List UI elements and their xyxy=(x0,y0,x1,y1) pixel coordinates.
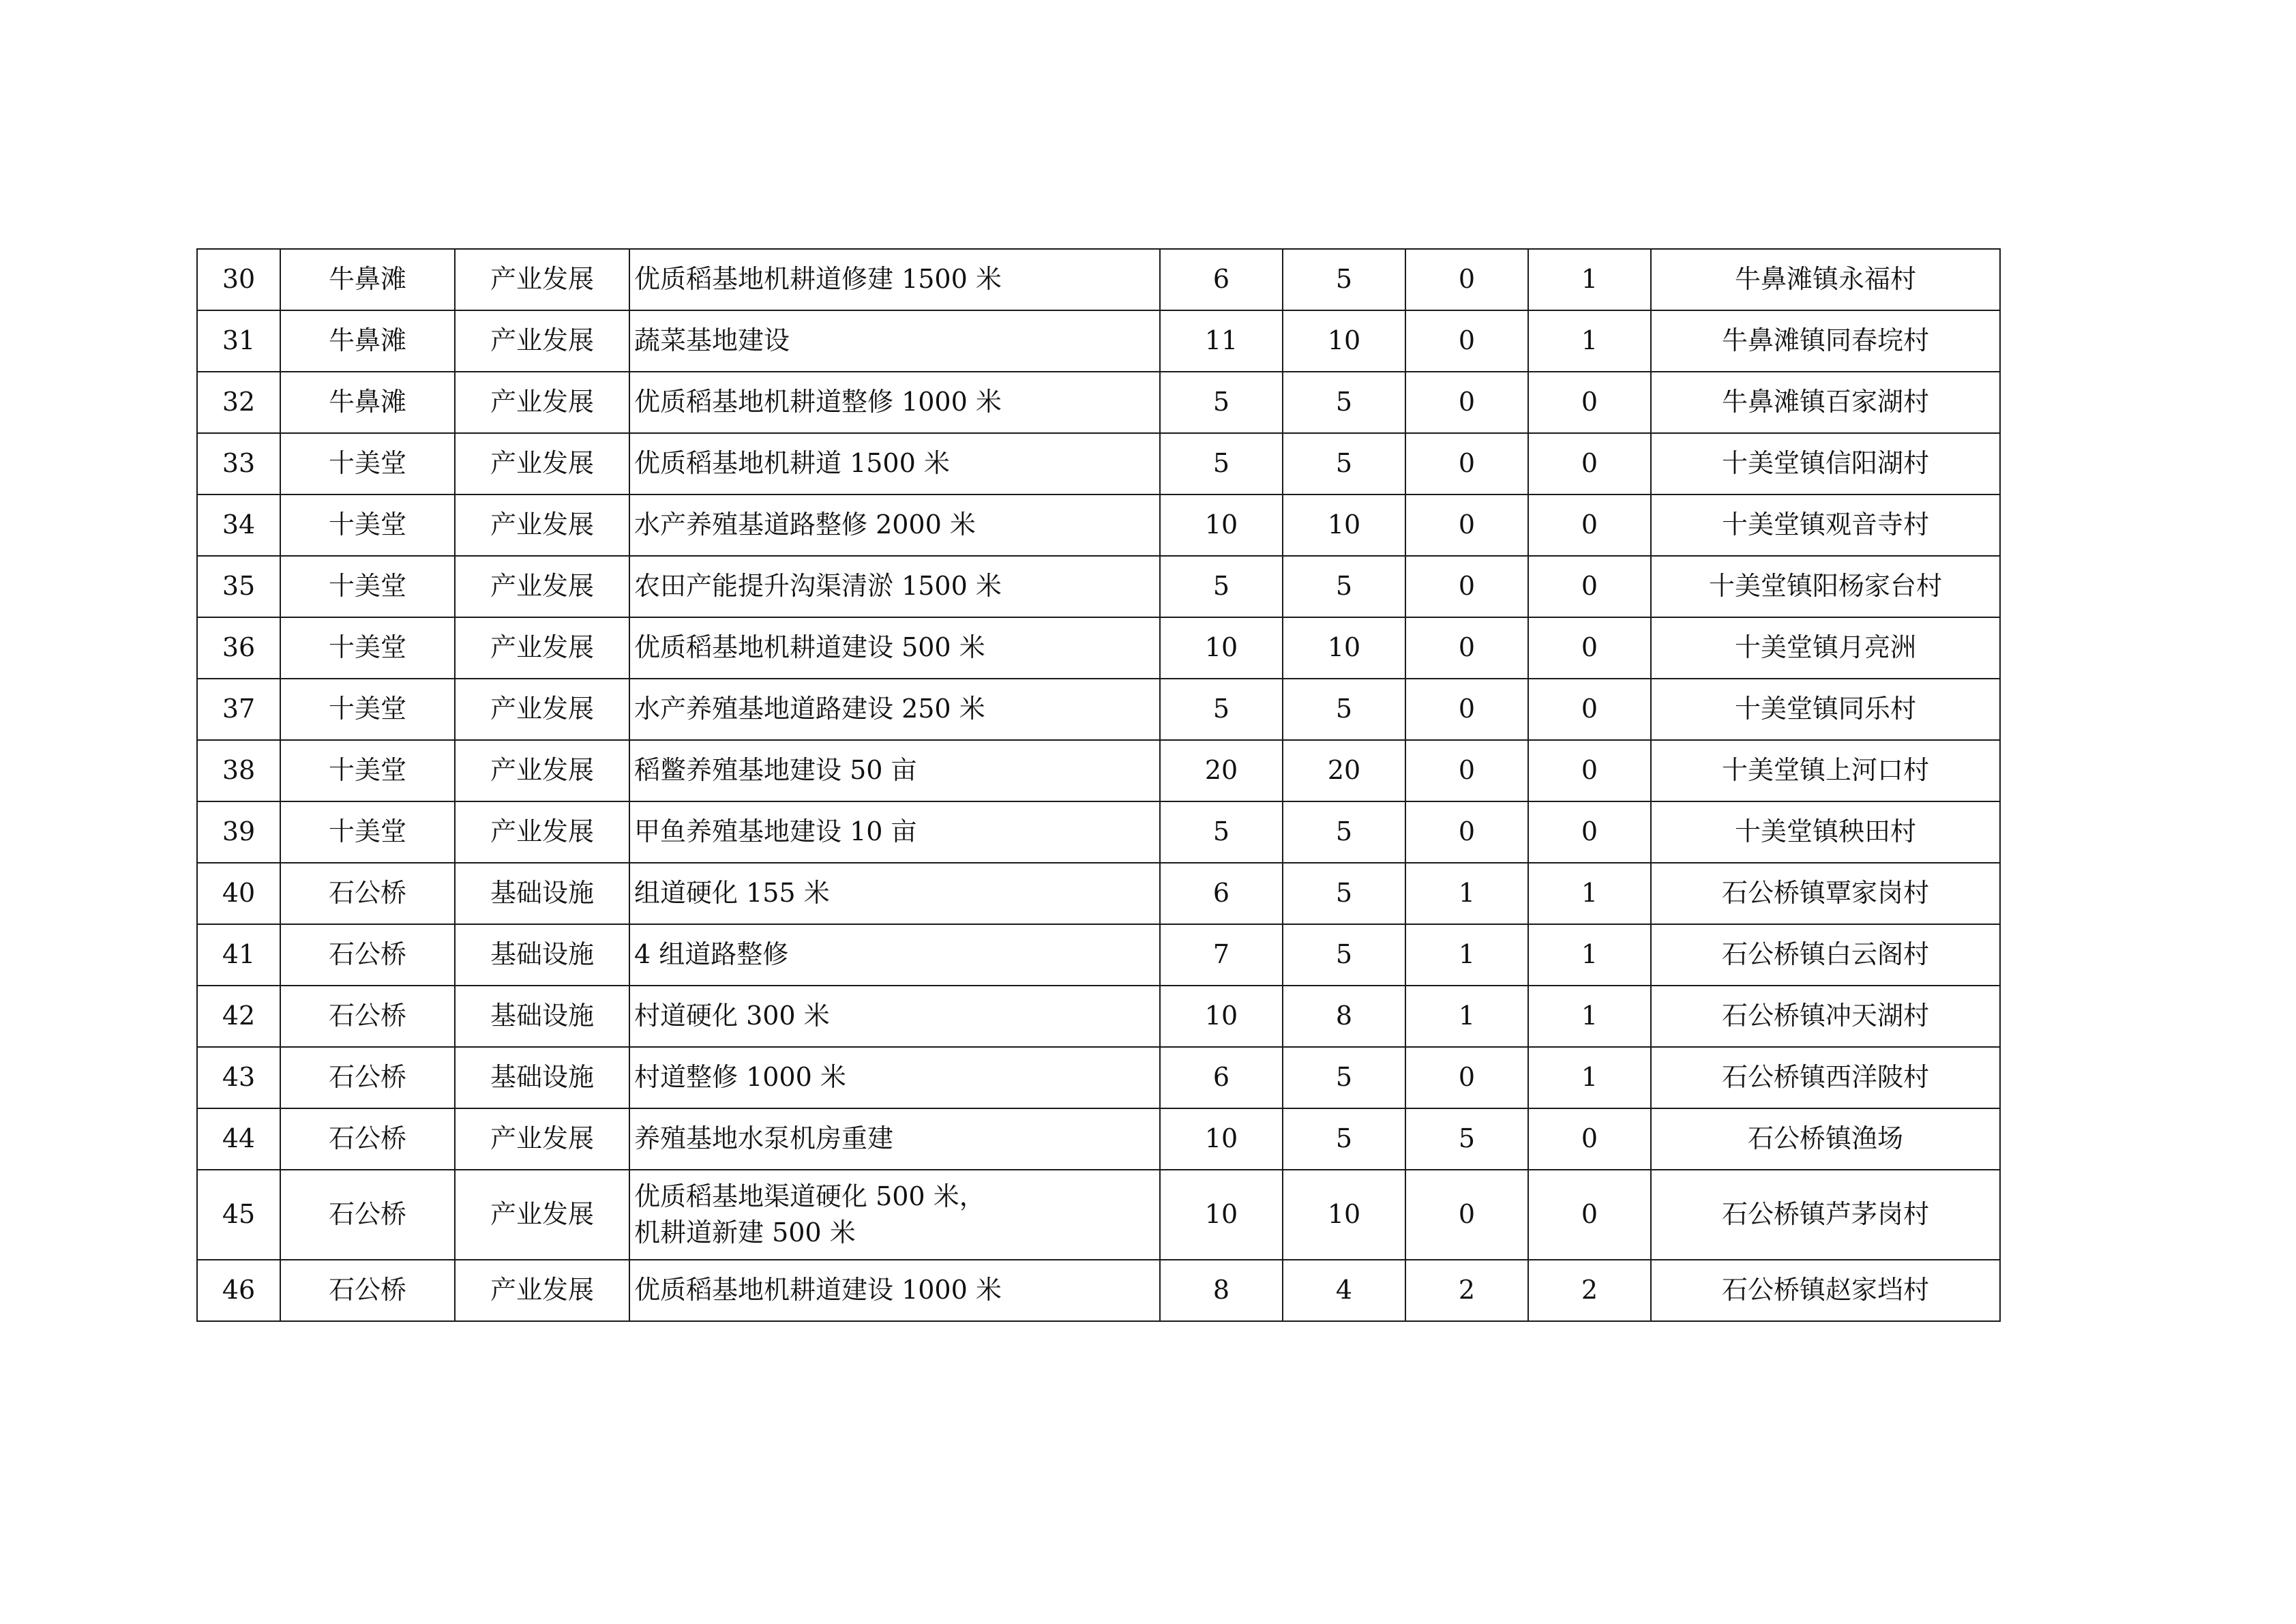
project-line: 水产养殖基道路整修 2000 米 xyxy=(634,510,976,540)
location-cell: 十美堂镇同乐村 xyxy=(1651,679,2000,740)
location-cell: 十美堂镇秧田村 xyxy=(1651,801,2000,863)
category-cell: 产业发展 xyxy=(455,372,629,433)
value-cell-2: 20 xyxy=(1283,740,1405,801)
row-number-cell: 33 xyxy=(197,433,280,494)
value-cell-4: 1 xyxy=(1528,924,1651,986)
value-cell-3: 1 xyxy=(1405,863,1528,924)
value-cell-3: 1 xyxy=(1405,924,1528,986)
category-cell: 产业发展 xyxy=(455,249,629,310)
row-number-cell: 32 xyxy=(197,372,280,433)
town-cell: 牛鼻滩 xyxy=(280,249,455,310)
town-cell: 十美堂 xyxy=(280,801,455,863)
value-cell-3: 0 xyxy=(1405,310,1528,372)
category-cell: 产业发展 xyxy=(455,740,629,801)
location-cell: 石公桥镇西洋陂村 xyxy=(1651,1047,2000,1108)
value-cell-2: 10 xyxy=(1283,494,1405,556)
value-cell-2: 5 xyxy=(1283,924,1405,986)
value-cell-1: 20 xyxy=(1160,740,1283,801)
value-cell-3: 0 xyxy=(1405,494,1528,556)
value-cell-1: 10 xyxy=(1160,1170,1283,1260)
row-number-cell: 46 xyxy=(197,1260,280,1321)
row-number-cell: 40 xyxy=(197,863,280,924)
table-row xyxy=(197,679,2000,740)
category-cell: 基础设施 xyxy=(455,986,629,1047)
project-line: 稻鳖养殖基地建设 50 亩 xyxy=(634,755,917,786)
value-cell-4: 1 xyxy=(1528,863,1651,924)
table-row xyxy=(197,1260,2000,1321)
location-cell: 十美堂镇信阳湖村 xyxy=(1651,433,2000,494)
location-cell: 牛鼻滩镇百家湖村 xyxy=(1651,372,2000,433)
row-number-cell: 38 xyxy=(197,740,280,801)
table-row xyxy=(197,1108,2000,1170)
value-cell-3: 0 xyxy=(1405,1047,1528,1108)
value-cell-4: 1 xyxy=(1528,1047,1651,1108)
table-row xyxy=(197,556,2000,617)
row-number-cell: 41 xyxy=(197,924,280,986)
value-cell-1: 5 xyxy=(1160,372,1283,433)
project-line: 村道整修 1000 米 xyxy=(634,1062,846,1093)
value-cell-2: 5 xyxy=(1283,249,1405,310)
category-cell: 产业发展 xyxy=(455,1170,629,1260)
location-cell: 牛鼻滩镇永福村 xyxy=(1651,249,2000,310)
table-body xyxy=(197,249,2000,1321)
value-cell-3: 0 xyxy=(1405,801,1528,863)
value-cell-1: 5 xyxy=(1160,433,1283,494)
value-cell-3: 2 xyxy=(1405,1260,1528,1321)
value-cell-1: 5 xyxy=(1160,556,1283,617)
table-row xyxy=(197,1047,2000,1108)
value-cell-4: 0 xyxy=(1528,1108,1651,1170)
value-cell-3: 0 xyxy=(1405,1170,1528,1260)
category-cell: 产业发展 xyxy=(455,433,629,494)
town-cell: 牛鼻滩 xyxy=(280,310,455,372)
value-cell-2: 8 xyxy=(1283,986,1405,1047)
value-cell-1: 5 xyxy=(1160,801,1283,863)
value-cell-2: 5 xyxy=(1283,863,1405,924)
project-line: 养殖基地水泵机房重建 xyxy=(634,1123,894,1154)
project-line: 优质稻基地机耕道建设 500 米 xyxy=(634,632,985,663)
value-cell-4: 0 xyxy=(1528,494,1651,556)
town-cell: 石公桥 xyxy=(280,1260,455,1321)
project-line: 优质稻基地机耕道修建 1500 米 xyxy=(634,264,1002,295)
table-row xyxy=(197,740,2000,801)
town-cell: 十美堂 xyxy=(280,494,455,556)
table-row xyxy=(197,372,2000,433)
value-cell-4: 1 xyxy=(1528,986,1651,1047)
town-cell: 石公桥 xyxy=(280,924,455,986)
row-number-cell: 42 xyxy=(197,986,280,1047)
value-cell-1: 10 xyxy=(1160,494,1283,556)
value-cell-4: 1 xyxy=(1528,249,1651,310)
town-cell: 石公桥 xyxy=(280,1047,455,1108)
category-cell: 基础设施 xyxy=(455,863,629,924)
project-cell xyxy=(629,924,1160,986)
town-cell: 石公桥 xyxy=(280,1170,455,1260)
value-cell-3: 0 xyxy=(1405,556,1528,617)
category-cell: 产业发展 xyxy=(455,801,629,863)
project-cell xyxy=(629,1260,1160,1321)
project-line: 优质稻基地机耕道建设 1000 米 xyxy=(634,1275,1002,1305)
value-cell-2: 5 xyxy=(1283,1047,1405,1108)
category-cell: 基础设施 xyxy=(455,1047,629,1108)
project-line: 优质稻基地机耕道整修 1000 米 xyxy=(634,387,1002,417)
table-row xyxy=(197,1170,2000,1260)
value-cell-1: 6 xyxy=(1160,863,1283,924)
project-line: 机耕道新建 500 米 xyxy=(634,1217,856,1247)
project-cell xyxy=(629,433,1160,494)
row-number-cell: 34 xyxy=(197,494,280,556)
location-cell: 石公桥镇冲天湖村 xyxy=(1651,986,2000,1047)
category-cell: 产业发展 xyxy=(455,494,629,556)
value-cell-4: 0 xyxy=(1528,1170,1651,1260)
value-cell-4: 0 xyxy=(1528,679,1651,740)
town-cell: 牛鼻滩 xyxy=(280,372,455,433)
value-cell-1: 7 xyxy=(1160,924,1283,986)
location-cell: 石公桥镇覃家岗村 xyxy=(1651,863,2000,924)
table-row xyxy=(197,863,2000,924)
value-cell-1: 10 xyxy=(1160,617,1283,679)
project-cell xyxy=(629,740,1160,801)
row-number-cell: 30 xyxy=(197,249,280,310)
value-cell-2: 5 xyxy=(1283,801,1405,863)
town-cell: 十美堂 xyxy=(280,617,455,679)
project-cell xyxy=(629,617,1160,679)
town-cell: 石公桥 xyxy=(280,1108,455,1170)
row-number-cell: 36 xyxy=(197,617,280,679)
project-line: 农田产能提升沟渠清淤 1500 米 xyxy=(634,571,1002,602)
project-line: 组道硬化 155 米 xyxy=(634,878,830,909)
value-cell-1: 5 xyxy=(1160,679,1283,740)
project-cell xyxy=(629,801,1160,863)
location-cell: 石公桥镇赵家垱村 xyxy=(1651,1260,2000,1321)
town-cell: 石公桥 xyxy=(280,986,455,1047)
project-cell xyxy=(629,1170,1160,1260)
value-cell-2: 10 xyxy=(1283,310,1405,372)
value-cell-2: 5 xyxy=(1283,372,1405,433)
value-cell-1: 8 xyxy=(1160,1260,1283,1321)
project-line: 4 组道路整修 xyxy=(634,939,789,970)
row-number-cell: 31 xyxy=(197,310,280,372)
project-cell xyxy=(629,863,1160,924)
location-cell: 牛鼻滩镇同春垸村 xyxy=(1651,310,2000,372)
location-cell: 石公桥镇白云阁村 xyxy=(1651,924,2000,986)
value-cell-2: 5 xyxy=(1283,556,1405,617)
category-cell: 产业发展 xyxy=(455,679,629,740)
row-number-cell: 39 xyxy=(197,801,280,863)
value-cell-2: 10 xyxy=(1283,1170,1405,1260)
town-cell: 十美堂 xyxy=(280,740,455,801)
table-row xyxy=(197,617,2000,679)
town-cell: 石公桥 xyxy=(280,863,455,924)
value-cell-4: 1 xyxy=(1528,310,1651,372)
project-line: 优质稻基地机耕道 1500 米 xyxy=(634,448,950,479)
town-cell: 十美堂 xyxy=(280,556,455,617)
table-row xyxy=(197,249,2000,310)
value-cell-2: 5 xyxy=(1283,679,1405,740)
value-cell-3: 0 xyxy=(1405,617,1528,679)
project-cell xyxy=(629,1047,1160,1108)
value-cell-3: 0 xyxy=(1405,740,1528,801)
location-cell: 十美堂镇上河口村 xyxy=(1651,740,2000,801)
value-cell-2: 5 xyxy=(1283,1108,1405,1170)
project-line: 水产养殖基地道路建设 250 米 xyxy=(634,694,985,724)
value-cell-4: 0 xyxy=(1528,801,1651,863)
project-table xyxy=(196,248,2001,1322)
category-cell: 基础设施 xyxy=(455,924,629,986)
value-cell-2: 4 xyxy=(1283,1260,1405,1321)
project-cell xyxy=(629,372,1160,433)
value-cell-3: 0 xyxy=(1405,433,1528,494)
value-cell-1: 10 xyxy=(1160,986,1283,1047)
category-cell: 产业发展 xyxy=(455,310,629,372)
project-line: 优质稻基地渠道硬化 500 米， xyxy=(634,1181,985,1211)
row-number-cell: 37 xyxy=(197,679,280,740)
location-cell: 十美堂镇月亮洲 xyxy=(1651,617,2000,679)
table-row xyxy=(197,310,2000,372)
location-cell: 石公桥镇渔场 xyxy=(1651,1108,2000,1170)
value-cell-2: 5 xyxy=(1283,433,1405,494)
value-cell-4: 0 xyxy=(1528,433,1651,494)
project-cell xyxy=(629,1108,1160,1170)
project-cell xyxy=(629,249,1160,310)
project-cell xyxy=(629,556,1160,617)
table-row xyxy=(197,494,2000,556)
value-cell-3: 5 xyxy=(1405,1108,1528,1170)
project-cell xyxy=(629,310,1160,372)
project-cell xyxy=(629,986,1160,1047)
value-cell-4: 0 xyxy=(1528,617,1651,679)
value-cell-3: 0 xyxy=(1405,679,1528,740)
table-row xyxy=(197,433,2000,494)
value-cell-4: 2 xyxy=(1528,1260,1651,1321)
value-cell-4: 0 xyxy=(1528,556,1651,617)
category-cell: 产业发展 xyxy=(455,556,629,617)
row-number-cell: 44 xyxy=(197,1108,280,1170)
project-line: 村道硬化 300 米 xyxy=(634,1001,830,1031)
location-cell: 石公桥镇芦茅岗村 xyxy=(1651,1170,2000,1260)
value-cell-3: 0 xyxy=(1405,372,1528,433)
category-cell: 产业发展 xyxy=(455,1108,629,1170)
project-line: 蔬菜基地建设 xyxy=(634,325,790,356)
category-cell: 产业发展 xyxy=(455,1260,629,1321)
row-number-cell: 45 xyxy=(197,1170,280,1260)
location-cell: 十美堂镇观音寺村 xyxy=(1651,494,2000,556)
value-cell-3: 0 xyxy=(1405,249,1528,310)
category-cell: 产业发展 xyxy=(455,617,629,679)
value-cell-1: 6 xyxy=(1160,1047,1283,1108)
table-row xyxy=(197,801,2000,863)
location-cell: 十美堂镇阳杨家台村 xyxy=(1651,556,2000,617)
value-cell-1: 10 xyxy=(1160,1108,1283,1170)
town-cell: 十美堂 xyxy=(280,433,455,494)
row-number-cell: 43 xyxy=(197,1047,280,1108)
value-cell-1: 6 xyxy=(1160,249,1283,310)
project-cell xyxy=(629,679,1160,740)
value-cell-3: 1 xyxy=(1405,986,1528,1047)
project-cell xyxy=(629,494,1160,556)
table-row xyxy=(197,924,2000,986)
row-number-cell: 35 xyxy=(197,556,280,617)
table-row xyxy=(197,986,2000,1047)
value-cell-4: 0 xyxy=(1528,372,1651,433)
town-cell: 十美堂 xyxy=(280,679,455,740)
value-cell-2: 10 xyxy=(1283,617,1405,679)
value-cell-4: 0 xyxy=(1528,740,1651,801)
project-line: 甲鱼养殖基地建设 10 亩 xyxy=(634,816,917,847)
value-cell-1: 11 xyxy=(1160,310,1283,372)
